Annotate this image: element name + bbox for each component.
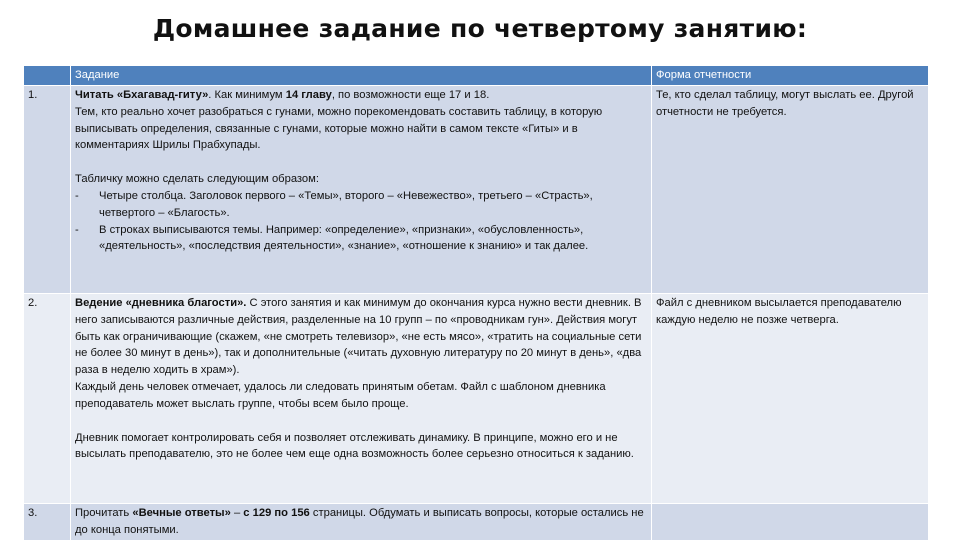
task-bold: «Вечные ответы» [132, 507, 231, 519]
page-title: Домашнее задание по четвертому занятию: [152, 14, 808, 43]
header-report: Форма отчетности [652, 66, 929, 86]
task-paragraph: Тем, кто реально хочет разобраться с гунами, можно порекомендовать составить таблицу, в которую выписывать определения, связанные с гунами, которые можно найти в самом тексте «Гиты» и в комментариях Шрилы Прабхупады. [75, 105, 603, 152]
task-paragraph [75, 87, 647, 104]
table-row [24, 504, 929, 541]
row-number: 3. [24, 504, 71, 541]
task-bold: 14 главу [285, 89, 332, 101]
task-paragraph: Табличку можно сделать следующим образом: [75, 173, 319, 186]
table-row [24, 86, 929, 294]
task-text: Прочитать [75, 507, 133, 519]
task-bold: Читать «Бхагавад-гиту» [75, 89, 209, 101]
report-cell [652, 504, 929, 541]
task-paragraph: Дневник помогает контролировать себя и позволяет отслеживать динамику. В принципе, можно его и не высылать преподавателю, это не более чем еще одна возможность более серьезно относиться к заданию. [75, 431, 634, 461]
table-header-row [24, 66, 929, 86]
bullet-dash: - [75, 223, 79, 236]
list-item [75, 188, 647, 222]
task-text: С этого занятия и как минимум до окончания курса нужно вести дневник. В него записываются различные действия, разделенные на 10 групп – по «проводникам гун». Действия могут быть как ограничивающие (скажем, «не смотреть телевизор», «не есть мясо», «тратить на социальные сети не более 30 минут в день»), так и дополнительные («читать духовную литературу по 20 минут в день», «два раза в неделю ходить в храм»). [75, 297, 642, 377]
task-paragraph: Каждый день человек отмечает, удалось ли следовать принятым обетам. Файл с шаблоном дневника преподаватель может выслать группе, чтобы всем было проще. [75, 380, 606, 410]
bullet-dash: - [75, 189, 79, 202]
header-task: Задание [71, 66, 652, 86]
task-bold: Ведение «дневника благости». [75, 297, 247, 309]
task-cell [71, 504, 652, 541]
task-text: . Как минимум [208, 89, 286, 101]
report-cell: Файл с дневником высылается преподавателю каждую неделю не позже четверга. [652, 294, 929, 504]
task-cell [71, 294, 652, 504]
task-paragraph [75, 295, 647, 379]
list-item-text: Четыре столбца. Заголовок первого – «Темы», второго – «Невежество», третьего – «Страсть», четвертого – «Благость». [99, 189, 593, 219]
task-paragraph [75, 505, 647, 539]
task-text: страницы. Обдумать и выписать вопросы, которые остались не до конца понятыми. [75, 507, 644, 536]
list-item [75, 222, 647, 256]
table-row [24, 294, 929, 504]
row-number: 2. [24, 294, 71, 504]
header-num [24, 66, 71, 86]
report-cell: Те, кто сделал таблицу, могут выслать ее. Другой отчетности не требуется. [652, 86, 929, 294]
task-cell [71, 86, 652, 294]
task-text: , по возможности еще 17 и 18. [331, 89, 490, 101]
row-number: 1. [24, 86, 71, 294]
list-item-text: В строках выписываются темы. Например: «определение», «признаки», «обусловленность», «деятельность», «последствия деятельности», «знание», «отношение к знанию» и так далее. [99, 223, 589, 253]
task-text: – [230, 507, 244, 519]
homework-table [23, 65, 929, 541]
task-bold: с 129 по 156 [243, 507, 310, 519]
